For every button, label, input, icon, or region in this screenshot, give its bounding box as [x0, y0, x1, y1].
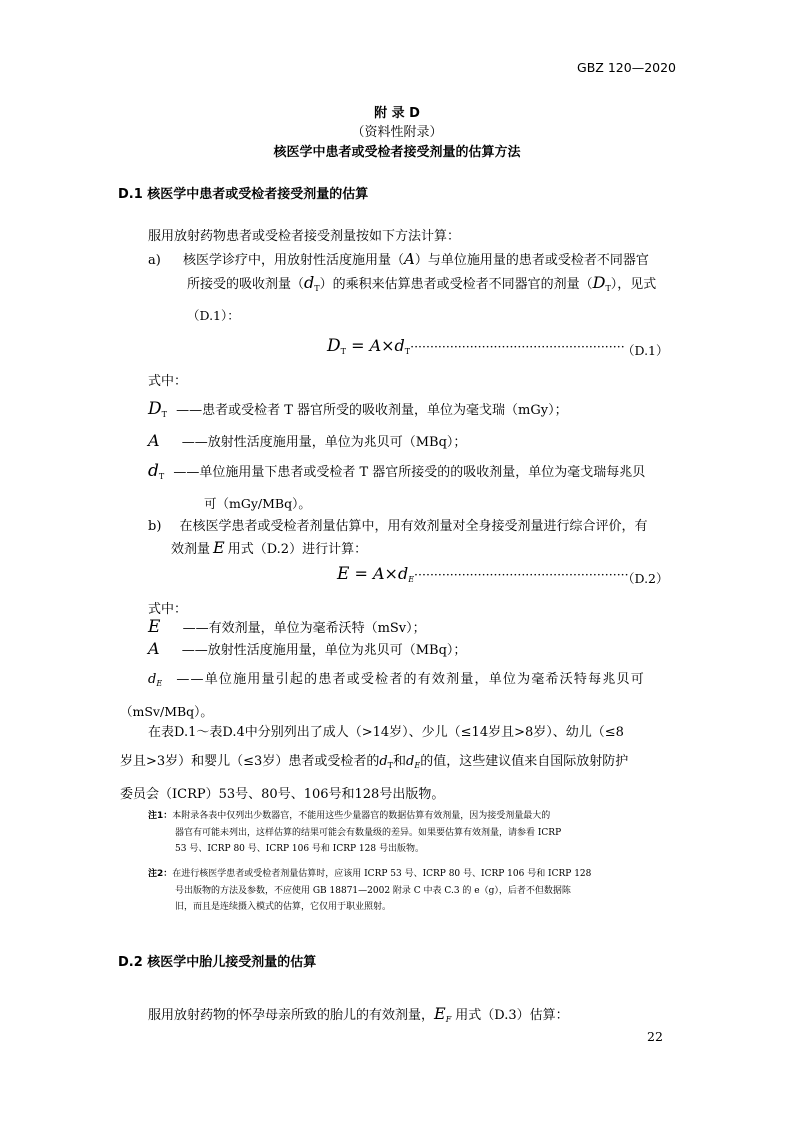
note-text: 号出版物的方法及参数，不应使用 GB 18871—2002 附录 C 中表 C.3 的 e（g），后者不但数据陈 [175, 885, 571, 896]
item-a-line3: （D.1）： [187, 308, 240, 323]
item-a-text-5: ），见式 [610, 277, 657, 292]
formula-d1-rhs: = A×d [345, 336, 405, 355]
d2-text-2: 用式（D.3）估算： [455, 1008, 569, 1023]
subscript: T [314, 284, 320, 293]
symbol-DT: D [148, 399, 162, 419]
note-text: 本附录各表中仅列出少数器官，不能用这些少量器官的数据估算有效剂量，因为接受剂量最大的 [172, 811, 551, 821]
note-text: 在进行核医学患者或受检者剂量估算时，应该用 ICRP 53 号、ICRP 80 号、ICRP 106 号和 ICRP 128 [172, 869, 592, 879]
symbol-DT: D [592, 273, 606, 292]
page-number: 22 [647, 1029, 663, 1044]
symbol-dE: d [148, 672, 157, 687]
item-a-line2 [187, 273, 656, 293]
para-text: 的值，这些建议值来自国际放射防护 [420, 754, 629, 769]
item-b [148, 515, 648, 534]
definition: ——患者或受检者 T 器官所受的吸收剂量，单位为毫戈瑞（mGy）； [176, 403, 568, 418]
formula-d2-dots: ······················································ [414, 567, 629, 582]
symbol-EF: E [434, 1004, 446, 1023]
tables-para-line3: 委员会（ICRP）53号、80号、106号和128号出版物。 [120, 787, 445, 802]
section-d1-heading: D.1 核医学中患者或受检者接受剂量的估算 [118, 187, 369, 202]
where1-cont: 可（mGy/MBq）。 [204, 496, 311, 511]
subscript: T [161, 410, 167, 419]
symbol-A: A [148, 639, 160, 658]
subscript: T [404, 347, 411, 356]
definition: ——放射性活度施用量，单位为兆贝可（MBq）； [181, 643, 467, 658]
definition: ——单位施用量引起的患者或受检者的有效剂量，单位为毫希沃特每兆贝可 [176, 672, 645, 687]
formula-d2 [337, 564, 629, 584]
where1-label: 式中： [148, 374, 188, 389]
subscript: T [605, 284, 611, 293]
subscript: T [387, 761, 393, 770]
note-1 [148, 808, 561, 858]
item-b-text: 在核医学患者或受检者剂量估算中，用有效剂量对全身接受剂量进行综合评价，有 [179, 519, 648, 534]
item-a [148, 249, 649, 268]
where2-row-3 [148, 668, 645, 688]
d2-text-1: 服用放射药物的怀孕母亲所致的胎儿的有效剂量， [148, 1008, 435, 1023]
item-b-label: b) [148, 519, 162, 534]
formula-d2-rhs: = A×d [349, 564, 409, 583]
appendix-title: 附 录 D [374, 106, 420, 121]
section-d2-heading: D.2 核医学中胎儿接受剂量的估算 [118, 955, 317, 970]
d1-intro: 服用放射药物患者或受检者接受剂量按如下方法计算： [148, 229, 461, 244]
subscript: E [414, 761, 421, 770]
symbol-E: E [148, 617, 161, 637]
symbol-A: A [403, 250, 415, 268]
item-b-text-3: 用式（D.2）进行计算： [227, 542, 368, 557]
item-b-line2 [171, 538, 367, 557]
para-text: 和 [393, 754, 407, 769]
formula-d2-lhs: E [337, 564, 350, 584]
item-a-text-4: ）的乘积来估算患者或受检者不同器官的剂量（ [319, 277, 593, 292]
item-a-text-2: ）与单位施用量的患者或受检者不同器官 [414, 253, 649, 268]
where1-row-3 [148, 461, 645, 481]
subscript: T [340, 347, 346, 356]
subscript: E [156, 679, 163, 688]
where1-row-1 [148, 399, 568, 419]
note-text: 53 号、ICRP 80 号、ICRP 106 号和 ICRP 128 号出版物。 [175, 844, 424, 854]
tables-para-line2 [120, 750, 628, 770]
where2-row-1 [148, 617, 426, 637]
where2-cont: （mSv/MBq）。 [120, 704, 213, 719]
standard-number: GBZ 120—2020 [577, 60, 676, 75]
definition: ——有效剂量，单位为毫希沃特（mSv）； [182, 621, 426, 636]
d2-text [148, 1004, 569, 1024]
formula-d1-lhs: D [327, 336, 341, 356]
note-text: 器官有可能未列出，这样估算的结果可能会有数量级的差异。如果要估算有效剂量，请参看 ICRP [175, 827, 562, 838]
symbol-dT: d [304, 273, 315, 292]
definition: ——放射性活度施用量，单位为兆贝可（MBq）； [181, 435, 467, 450]
item-a-text-3: 所接受的吸收剂量（ [187, 277, 305, 292]
note-2 [148, 866, 591, 916]
where2-label: 式中： [148, 602, 188, 617]
symbol-dE: d [406, 754, 415, 769]
subscript: T [158, 472, 165, 481]
appendix-type: （资料性附录） [351, 125, 443, 140]
note-text: 旧，而且是连续摄入模式的估算，它仅用于职业照射。 [175, 902, 392, 912]
item-a-label: a) [148, 253, 161, 268]
definition: ——单位施用量下患者或受检者 T 器官所接受的的吸收剂量，单位为毫戈瑞每兆贝 [173, 465, 646, 480]
formula-d1 [327, 336, 625, 356]
formula-d1-number: （D.1） [622, 343, 669, 358]
symbol-A: A [148, 431, 160, 450]
item-b-text-2: 效剂量 [171, 542, 211, 557]
formula-d2-number: （D.2） [622, 571, 669, 586]
where2-row-2 [148, 639, 466, 658]
subscript: F [445, 1015, 452, 1024]
symbol-dT: d [148, 461, 159, 481]
where1-row-2 [148, 431, 466, 450]
item-a-text: 核医学诊疗中，用放射性活度施用量（ [182, 253, 404, 268]
subscript: E [408, 575, 415, 584]
formula-d1-dots: ······················································ [410, 339, 625, 354]
symbol-dT: d [379, 754, 388, 769]
note-label: 注2： [148, 869, 173, 879]
symbol-E: E [213, 538, 225, 557]
tables-para-line1: 在表D.1～表D.4中分别列出了成人（>14岁）、少儿（≤14岁且>8岁）、幼儿（≤8 [148, 725, 624, 740]
para-text: 岁且>3岁）和婴儿（≤3岁）患者或受检者的 [120, 754, 380, 769]
note-label: 注1： [148, 811, 173, 821]
appendix-subject: 核医学中患者或受检者接受剂量的估算方法 [273, 145, 521, 160]
